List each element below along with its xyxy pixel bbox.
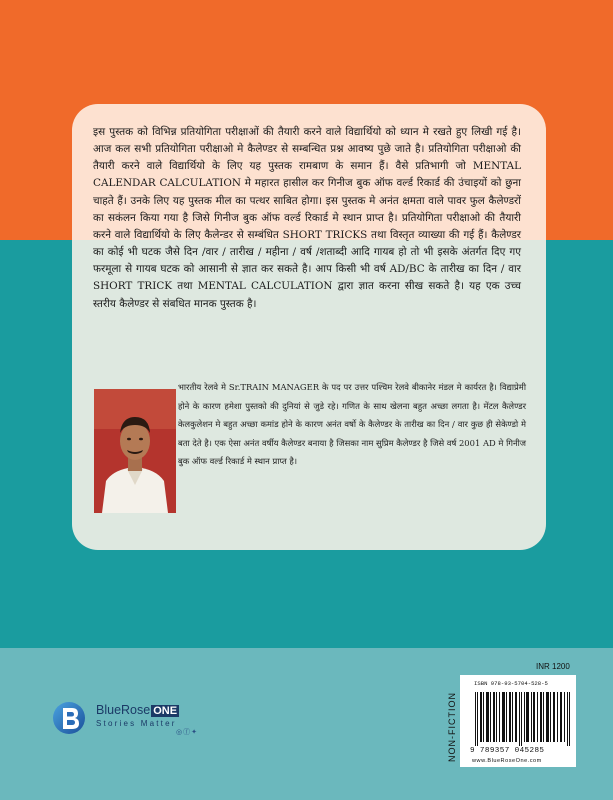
genre-label: NON-FICTION: [447, 692, 457, 762]
book-description: इस पुस्तक को विभिन्न प्रतियोगिता परीक्षाओं की तैयारी करने वाले विद्यार्थियो को ध्यान मे रखते हुए लिखी गई है। आज कल सभी प्रतियोगिता परीक्षाओ मे कैलेण्डर से सम्बन्धित प्रश्न आवष्य पुछे जाते है। प्रतियोगिता परीक्षाओ की तैयारी करने वाले विद्यार्थियो के लिए यह पुस्तक रामबाण के समान हैं। वैसे प्रतिभागी जो MENTAL CALENDAR CALCULATION मे महारत हासील कर गिनीज बुक ऑफ वर्ल्ड रिकार्ड की उंचाइयों को छुना चाहते हैं। उनके लिए यह पुस्तक मील का पत्थर साबित होगा। इस पुस्तक मे अनंत क्षमता वाले पावर फुल कैलेण्डरों का सकंलन किया गया है जिसे गिनीज बुक ऑफ वर्ल्ड रिकार्ड मे स्थान प्राप्त है। प्रतियोगिता परीक्षाओ की तैयारी करने वाले विद्यार्थियो के लिए कैलेन्डर से सम्बंधित SHORT TRICKS तथा विस्तृत व्याख्या की गई हैं। कैलेण्डर का कोई भी घटक जैसे दिन /वार / तारीख / महीना / वर्ष /शताब्दी आदि गायब हो तो भी इसके अंतर्गत दिए गए फरमूला से गायब घटक को आसानी से ज्ञात कर सकते है। आप किसी भी वर्ष AD/BC के तारीख का दिन / वार SHORT TRICK तथा MENTAL CALCULATION द्वारा ज्ञात करना सीख सकते है। यह एक उच्च स्तरीय कैलेण्डर से संबधित मानक पुस्तक है।: [93, 126, 521, 310]
publisher-logo: [52, 697, 242, 745]
publisher-tagline: Stories Matter: [96, 719, 177, 728]
publisher-website: www.BlueRoseOne.com: [472, 758, 542, 764]
social-icons: [176, 727, 198, 737]
barcode: [475, 692, 571, 746]
isbn: ISBN 978-93-5704-528-5: [474, 680, 548, 687]
author-bio: भारतीय रेलवे मे Sr.TRAIN MANAGER के पद पर उत्तर पश्चिम रेलवे बीकानेर मंडल मे कार्यरत है। विद्याप्रेमी होने के कारण हमेशा पुस्तको की दुनियां से जुडे रहे। गणित के साथ खेलना बहुत अच्छा लगता है। मेंटल कैलेण्डर केलकुलेशन मे बहुत अच्छा कमांड होने के कारण अनंत वर्षो के कैलेण्डर के तारीख का दिन / वार कुछ ही सेकेण्डो मे बता देते है। एक ऐसा अनंत वर्षीय कैलेण्डर बनाया है जिसका नाम सुप्रिम कैलेण्डर है जिसे वर्ष 2001 AD मे गिनीज बुक ऑफ वर्ल्ड रिकार्ड मे स्थान प्राप्त है।: [178, 382, 526, 467]
facebook-icon: ⓕ: [183, 728, 191, 736]
bluerose-logo-icon: [52, 697, 86, 739]
price: INR 1200: [536, 662, 570, 671]
author-photo: [94, 389, 176, 513]
publisher-name: [96, 703, 179, 717]
publisher-name-main: BlueRose: [96, 703, 151, 717]
instagram-icon: ◎: [176, 728, 183, 736]
twitter-icon: ✦: [191, 728, 197, 736]
barcode-digits: 9 789357 045285: [470, 747, 545, 755]
publisher-name-suffix: ONE: [153, 705, 178, 717]
